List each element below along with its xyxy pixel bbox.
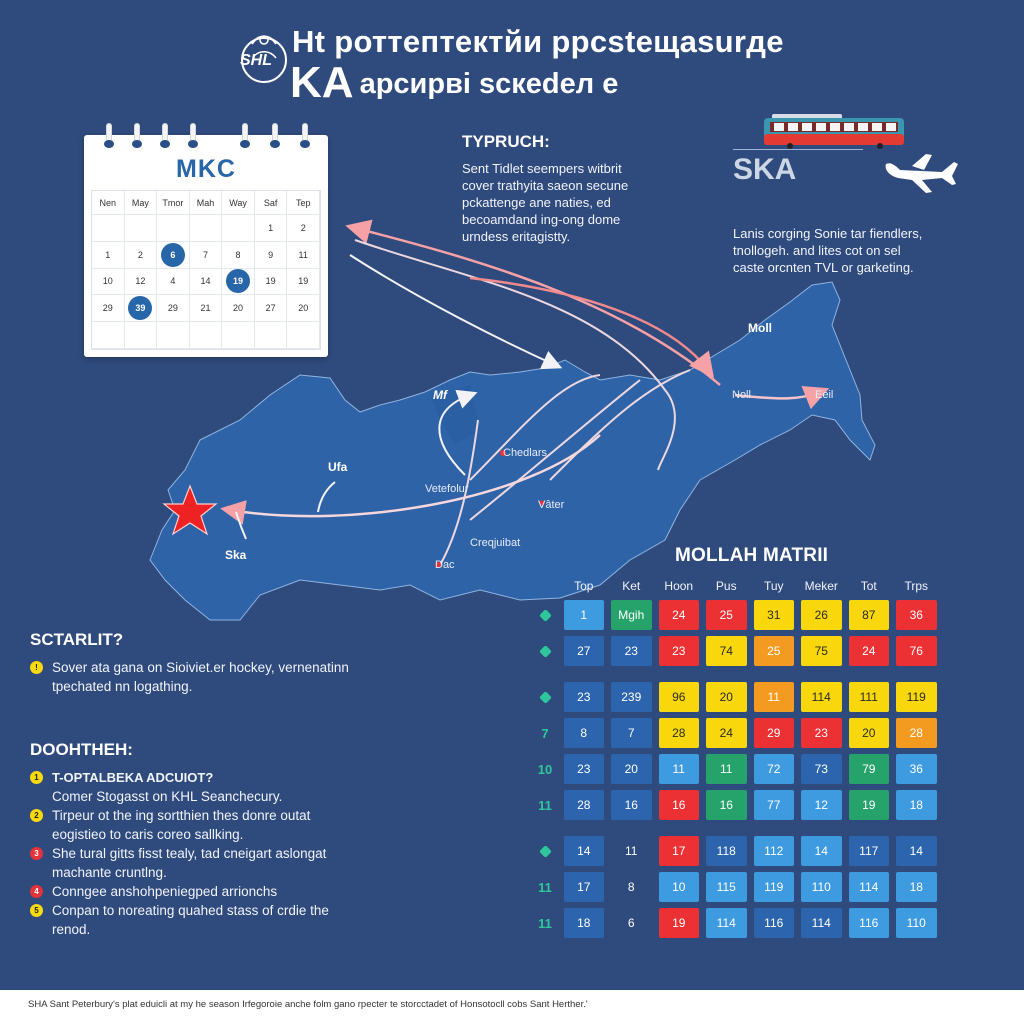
- matrix-column-header: Tuy: [763, 579, 784, 593]
- doothen-item: [30, 882, 340, 901]
- matrix-row: [530, 905, 940, 941]
- calendar-grid: [91, 190, 321, 350]
- calendar-day[interactable]: [222, 269, 255, 296]
- calendar-day[interactable]: [222, 322, 255, 349]
- matrix-cell[interactable]: 117: [849, 836, 890, 866]
- matrix-column-header: Pus: [715, 579, 737, 593]
- startlit-item: [30, 658, 350, 696]
- calendar-day[interactable]: [125, 295, 158, 322]
- matrix-row: [530, 633, 940, 669]
- matrix-cell[interactable]: 29: [754, 718, 795, 748]
- calendar-day[interactable]: 1: [255, 215, 288, 242]
- diamond-marker-icon: [530, 611, 560, 620]
- calendar-weekday: Tmor: [157, 191, 190, 215]
- matrix-cell[interactable]: 17: [659, 836, 700, 866]
- matrix-cell[interactable]: 74: [706, 636, 747, 666]
- matrix-cell[interactable]: 6: [627, 916, 635, 930]
- binder-ring-icon: [242, 123, 248, 147]
- matrix-cell[interactable]: 116: [849, 908, 890, 938]
- matrix-row: [530, 679, 940, 715]
- title-subtitle: арсирві sскеdел е: [359, 68, 619, 100]
- matrix-column-header: Trps: [904, 579, 929, 593]
- matrix-cell[interactable]: 110: [896, 908, 937, 938]
- calendar-weekday: Tep: [287, 191, 320, 215]
- matrix-cell[interactable]: 239: [611, 682, 652, 712]
- matrix-row: [530, 751, 940, 787]
- matrix-cell[interactable]: 23: [564, 682, 605, 712]
- doothen-item-text: Conpan to noreating quahed stass of crdie the renod.: [52, 903, 329, 937]
- matrix-title: MOLLAH MATRII: [675, 545, 829, 566]
- matrix-cell[interactable]: 75: [801, 636, 842, 666]
- matrix-cell[interactable]: 96: [659, 682, 700, 712]
- calendar-day[interactable]: 20: [222, 295, 255, 322]
- diamond-icon: [539, 645, 552, 658]
- matrix-row: [530, 833, 940, 869]
- calendar-day[interactable]: 8: [222, 242, 255, 269]
- matrix-cell[interactable]: 16: [659, 790, 700, 820]
- binder-ring-icon: [162, 123, 168, 147]
- matrix-cell[interactable]: 112: [754, 836, 795, 866]
- map-label-creqjuibat: Creqjuibat: [470, 537, 521, 549]
- matrix-column-header: Top: [574, 579, 594, 593]
- matrix-cell[interactable]: 1: [564, 600, 605, 630]
- matrix-cell[interactable]: 111: [849, 682, 890, 712]
- schedule-matrix: [530, 575, 940, 941]
- matrix-cell[interactable]: 118: [706, 836, 747, 866]
- matrix-cell[interactable]: 28: [659, 718, 700, 748]
- matrix-cell[interactable]: 116: [754, 908, 795, 938]
- matrix-cell[interactable]: 11: [625, 844, 638, 858]
- game-day-marker[interactable]: 6: [161, 243, 185, 267]
- tip-line: cover trathyita saeon secune: [462, 178, 629, 193]
- calendar-weekday: Saf: [255, 191, 288, 215]
- matrix-cell[interactable]: 28: [896, 718, 937, 748]
- title-abbrev: KA: [290, 58, 354, 107]
- calendar-day[interactable]: 12: [125, 269, 158, 296]
- matrix-column-header: Meker: [804, 579, 838, 593]
- calendar-day[interactable]: 10: [92, 269, 125, 296]
- matrix-row: [530, 869, 940, 905]
- doothen-item-body: Comer Stogasst on KHL Seanchecury.: [52, 789, 283, 804]
- calendar-day[interactable]: [287, 322, 320, 349]
- page-title-line2: [290, 58, 618, 108]
- diamond-icon: [539, 609, 552, 622]
- matrix-cell[interactable]: 11: [706, 754, 747, 784]
- map-label-ska: Ska: [225, 548, 247, 562]
- game-day-marker[interactable]: 19: [226, 269, 250, 293]
- matrix-cell[interactable]: 8: [627, 880, 635, 894]
- matrix-cell[interactable]: 14: [564, 836, 605, 866]
- calendar-day[interactable]: 29: [92, 295, 125, 322]
- calendar-day[interactable]: 2: [287, 215, 320, 242]
- matrix-cell[interactable]: 25: [754, 636, 795, 666]
- matrix-cell[interactable]: 16: [611, 790, 652, 820]
- binder-ring-icon: [134, 123, 140, 147]
- matrix-cell[interactable]: 31: [754, 600, 795, 630]
- binder-ring-icon: [106, 123, 112, 147]
- calendar-day[interactable]: 9: [255, 242, 288, 269]
- calendar-weekday: May: [125, 191, 158, 215]
- matrix-column-header: Ket: [622, 579, 641, 593]
- matrix-cell[interactable]: 28: [564, 790, 605, 820]
- transport-body: [733, 225, 963, 276]
- matrix-row-label: 11: [538, 915, 552, 931]
- calendar-day[interactable]: 7: [190, 242, 223, 269]
- map-label-mf: Mf: [433, 388, 447, 402]
- calendar-weekday: Mah: [190, 191, 223, 215]
- calendar-day[interactable]: 2: [125, 242, 158, 269]
- matrix-cell[interactable]: 114: [706, 908, 747, 938]
- matrix-cell[interactable]: 114: [801, 908, 842, 938]
- map-label-noll: Noll: [732, 389, 751, 401]
- matrix-cell[interactable]: 27: [564, 636, 605, 666]
- tip-line: urndess eritagistty.: [462, 229, 571, 244]
- matrix-cell[interactable]: 19: [659, 908, 700, 938]
- matrix-cell[interactable]: 36: [896, 600, 937, 630]
- calendar-day[interactable]: 4: [157, 269, 190, 296]
- doothen-item-text: [52, 768, 282, 806]
- matrix-cell[interactable]: 23: [659, 636, 700, 666]
- matrix-cell[interactable]: 110: [801, 872, 842, 902]
- transport-line: caste orcnten TVL or garketing.: [733, 260, 914, 275]
- matrix-cell[interactable]: 12: [801, 790, 842, 820]
- schedule-calendar: [84, 135, 328, 357]
- startlit-title: SCTARLIT?: [30, 630, 124, 649]
- footer: [0, 990, 1024, 1024]
- matrix-header-row: [530, 575, 940, 597]
- map-label-vater: Vâter: [538, 499, 565, 511]
- ska-brand: SKA: [733, 153, 797, 186]
- matrix-row: [530, 597, 940, 633]
- binder-ring-icon: [302, 123, 308, 147]
- matrix-cell[interactable]: 16: [706, 790, 747, 820]
- matrix-column-header: Hoon: [664, 579, 694, 593]
- calendar-day[interactable]: [157, 242, 190, 269]
- doothen-title: DOOHTHEH:: [30, 740, 133, 759]
- matrix-cell[interactable]: Mgih: [611, 600, 652, 630]
- calendar-weekday: Nen: [92, 191, 125, 215]
- matrix-cell[interactable]: 20: [849, 718, 890, 748]
- matrix-cell[interactable]: 72: [754, 754, 795, 784]
- matrix-cell[interactable]: 87: [849, 600, 890, 630]
- tip-title: TYPRUCH:: [462, 132, 550, 151]
- doothen-item-heading: T-OPTALBEKA ADCUIOT?: [52, 770, 214, 785]
- matrix-row: [530, 715, 940, 751]
- game-day-marker[interactable]: 39: [128, 296, 152, 320]
- matrix-cell[interactable]: 18: [564, 908, 605, 938]
- diamond-marker-icon: [530, 847, 560, 856]
- map-label-eeil: Eeil: [815, 389, 834, 401]
- matrix-cell[interactable]: 114: [849, 872, 890, 902]
- matrix-cell[interactable]: 115: [706, 872, 747, 902]
- doothen-item-text: Conngee anshohpeniegped arrionchs: [52, 884, 278, 899]
- doothen-item: [30, 806, 340, 844]
- matrix-cell[interactable]: 18: [896, 872, 937, 902]
- diamond-icon: [539, 845, 552, 858]
- binder-ring-icon: [190, 123, 196, 147]
- matrix-cell[interactable]: 119: [754, 872, 795, 902]
- doothen-item: [30, 768, 340, 806]
- matrix-cell[interactable]: 76: [896, 636, 937, 666]
- tip-line: pckattenge ane naties, ed: [462, 195, 611, 210]
- matrix-cell[interactable]: 24: [706, 718, 747, 748]
- map-label-moll: Moll: [748, 321, 772, 335]
- logo-text: SHL: [240, 52, 272, 69]
- doothen-item-text: Tirpeur ot the ing sortthien thes donre outat eogistieo to caris coreo sallking.: [52, 808, 311, 842]
- alert-bullet-icon: 3: [30, 847, 43, 860]
- map-label-vetefolur: Vetefolur: [425, 483, 469, 495]
- matrix-column-header: Tot: [860, 579, 877, 593]
- calendar-day[interactable]: 27: [255, 295, 288, 322]
- matrix-cell[interactable]: 11: [754, 682, 795, 712]
- doothen-section: [30, 740, 340, 939]
- matrix-cell[interactable]: 14: [896, 836, 937, 866]
- calendar-day[interactable]: [125, 322, 158, 349]
- calendar-day[interactable]: [255, 322, 288, 349]
- page-title-line1: Ht роттептектйи ррсstещasurде: [292, 24, 784, 59]
- matrix-cell[interactable]: 26: [801, 600, 842, 630]
- startlit-item-text: Sover ata gana on Sioiviet.er hockey, vernenatinn tpechated nn logathing.: [52, 660, 349, 694]
- calendar-day[interactable]: 29: [157, 295, 190, 322]
- diamond-icon: [539, 691, 552, 704]
- calendar-day[interactable]: [222, 215, 255, 242]
- info-bullet-icon: 2: [30, 809, 43, 822]
- map-label-dac: Dac: [435, 559, 455, 571]
- calendar-title: MKC: [176, 155, 236, 183]
- matrix-cell[interactable]: 114: [801, 682, 842, 712]
- transport-line: Lanis corging Sonie tar fiendlers,: [733, 226, 923, 241]
- calendar-day[interactable]: [190, 322, 223, 349]
- matrix-cell[interactable]: 77: [754, 790, 795, 820]
- info-bullet-icon: 5: [30, 904, 43, 917]
- matrix-cell[interactable]: 119: [896, 682, 937, 712]
- matrix-cell[interactable]: 19: [849, 790, 890, 820]
- matrix-cell[interactable]: 20: [611, 754, 652, 784]
- transport-line: tnollogeh. and lites cot on sel: [733, 243, 901, 258]
- map-label-ufa: Ufa: [328, 460, 348, 474]
- matrix-cell[interactable]: 24: [849, 636, 890, 666]
- matrix-cell[interactable]: 18: [896, 790, 937, 820]
- calendar-day[interactable]: 11: [287, 242, 320, 269]
- diamond-marker-icon: [530, 647, 560, 656]
- matrix-row-label: 10: [537, 761, 553, 777]
- calendar-day[interactable]: 19: [287, 269, 320, 296]
- calendar-day[interactable]: [92, 322, 125, 349]
- matrix-cell[interactable]: 79: [849, 754, 890, 784]
- matrix-row-label: 7: [541, 725, 549, 741]
- binder-ring-icon: [272, 123, 278, 147]
- calendar-day[interactable]: [157, 322, 190, 349]
- matrix-cell[interactable]: 11: [659, 754, 700, 784]
- matrix-cell[interactable]: 17: [564, 872, 605, 902]
- calendar-day[interactable]: [157, 215, 190, 242]
- matrix-cell[interactable]: 36: [896, 754, 937, 784]
- tip-body: [462, 160, 672, 245]
- alert-bullet-icon: 4: [30, 885, 43, 898]
- matrix-cell[interactable]: 23: [611, 636, 652, 666]
- calendar-weekday: Way: [222, 191, 255, 215]
- matrix-cell[interactable]: 23: [564, 754, 605, 784]
- matrix-cell[interactable]: 14: [801, 836, 842, 866]
- airplane-icon: [882, 152, 962, 194]
- doothen-item: [30, 901, 340, 939]
- matrix-cell[interactable]: 73: [801, 754, 842, 784]
- matrix-cell[interactable]: 23: [801, 718, 842, 748]
- calendar-day[interactable]: [125, 215, 158, 242]
- matrix-cell[interactable]: 7: [611, 718, 652, 748]
- calendar-day[interactable]: 19: [255, 269, 288, 296]
- matrix-cell[interactable]: 24: [659, 600, 700, 630]
- tip-line: becoamdand ing-ong dome: [462, 212, 621, 227]
- info-bullet-icon: 1: [30, 771, 43, 784]
- footer-note: SHA Sant Peterbury's plat eduicli at my he season Irfegoroie anche folm gano rpecter te storcctadet of Honsotocll cobs Sant Herther.': [28, 999, 588, 1010]
- info-bullet-icon: !: [30, 661, 43, 674]
- calendar-day[interactable]: 1: [92, 242, 125, 269]
- calendar-day[interactable]: 14: [190, 269, 223, 296]
- matrix-row-label: 11: [538, 797, 552, 813]
- startlit-section: [30, 630, 350, 696]
- calendar-day[interactable]: [190, 215, 223, 242]
- tram-icon: [760, 112, 908, 152]
- matrix-row-label: 11: [538, 879, 552, 895]
- doothen-item-text: She tural gitts fisst tealy, tad cneigart aslongat machante cruntlng.: [52, 846, 327, 880]
- matrix-cell[interactable]: 25: [706, 600, 747, 630]
- calendar-day[interactable]: 21: [190, 295, 223, 322]
- matrix-cell[interactable]: 8: [564, 718, 605, 748]
- calendar-day[interactable]: 20: [287, 295, 320, 322]
- diamond-marker-icon: [530, 693, 560, 702]
- doothen-item: [30, 844, 340, 882]
- calendar-day[interactable]: [92, 215, 125, 242]
- matrix-row: [530, 787, 940, 823]
- matrix-cell[interactable]: 10: [659, 872, 700, 902]
- matrix-cell[interactable]: 20: [706, 682, 747, 712]
- divider-line: [733, 149, 863, 150]
- tip-line: Sent Tidlet seempers witbrit: [462, 161, 622, 176]
- map-label-chedlars: Chedlars: [503, 447, 548, 459]
